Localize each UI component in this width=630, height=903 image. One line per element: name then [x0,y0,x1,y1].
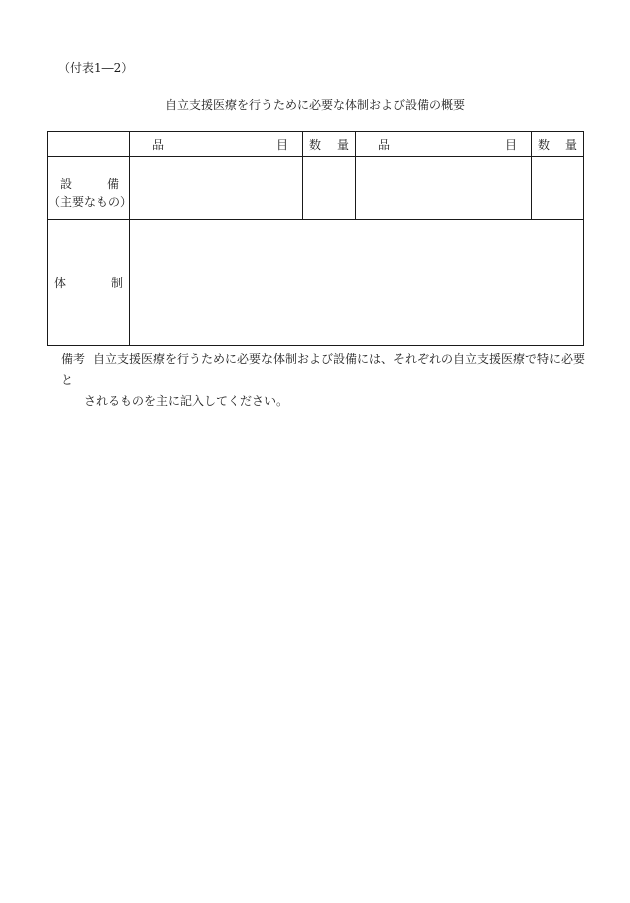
header-blank-cell [48,132,130,157]
document-title: 自立支援医療を行うために必要な体制および設備の概要 [164,98,465,112]
header-item-char-1: 品 [378,137,391,152]
header-item-cell [130,132,303,157]
system-input-cell[interactable] [130,220,584,346]
remarks-head: 備考 [61,352,86,366]
system-label-cell [48,220,130,346]
header-item-char-2: 目 [504,137,517,152]
header-qty-cell [303,132,356,157]
system-label-char-1: 体 [54,276,67,290]
system-label-char-2: 制 [110,276,123,290]
header-qty-cell-2 [532,132,584,157]
remarks-line-2: されるものを主に記入してください。 [84,394,289,408]
equipment-item-input-2[interactable] [356,157,532,220]
overview-form-table [47,131,584,346]
equipment-row [48,157,584,220]
header-item-char-2: 目 [275,137,288,152]
header-qty-char-2: 量 [336,137,349,152]
equipment-item-input-1[interactable] [130,157,303,220]
equipment-qty-input-1[interactable] [303,157,356,220]
table-header-row [48,132,584,157]
equipment-label-char-1: 設 [60,177,73,191]
remarks-line-1: 自立支援医療を行うために必要な体制および設備には、それぞれの自立支援医療で特に必要と [61,352,586,387]
header-qty-char-2: 量 [564,137,577,152]
equipment-sublabel: （主要なもの） [48,195,133,209]
header-qty-char-1: 数 [309,137,322,152]
header-qty-char-1: 数 [538,137,551,152]
equipment-label-char-2: 備 [106,177,119,191]
equipment-qty-input-2[interactable] [532,157,584,220]
equipment-label-cell [48,157,133,220]
document-reference: （付表1―2） [58,61,134,75]
header-item-char-1: 品 [152,137,165,152]
system-row [48,220,584,346]
header-item-cell-2 [356,132,532,157]
remarks-note [61,349,586,412]
